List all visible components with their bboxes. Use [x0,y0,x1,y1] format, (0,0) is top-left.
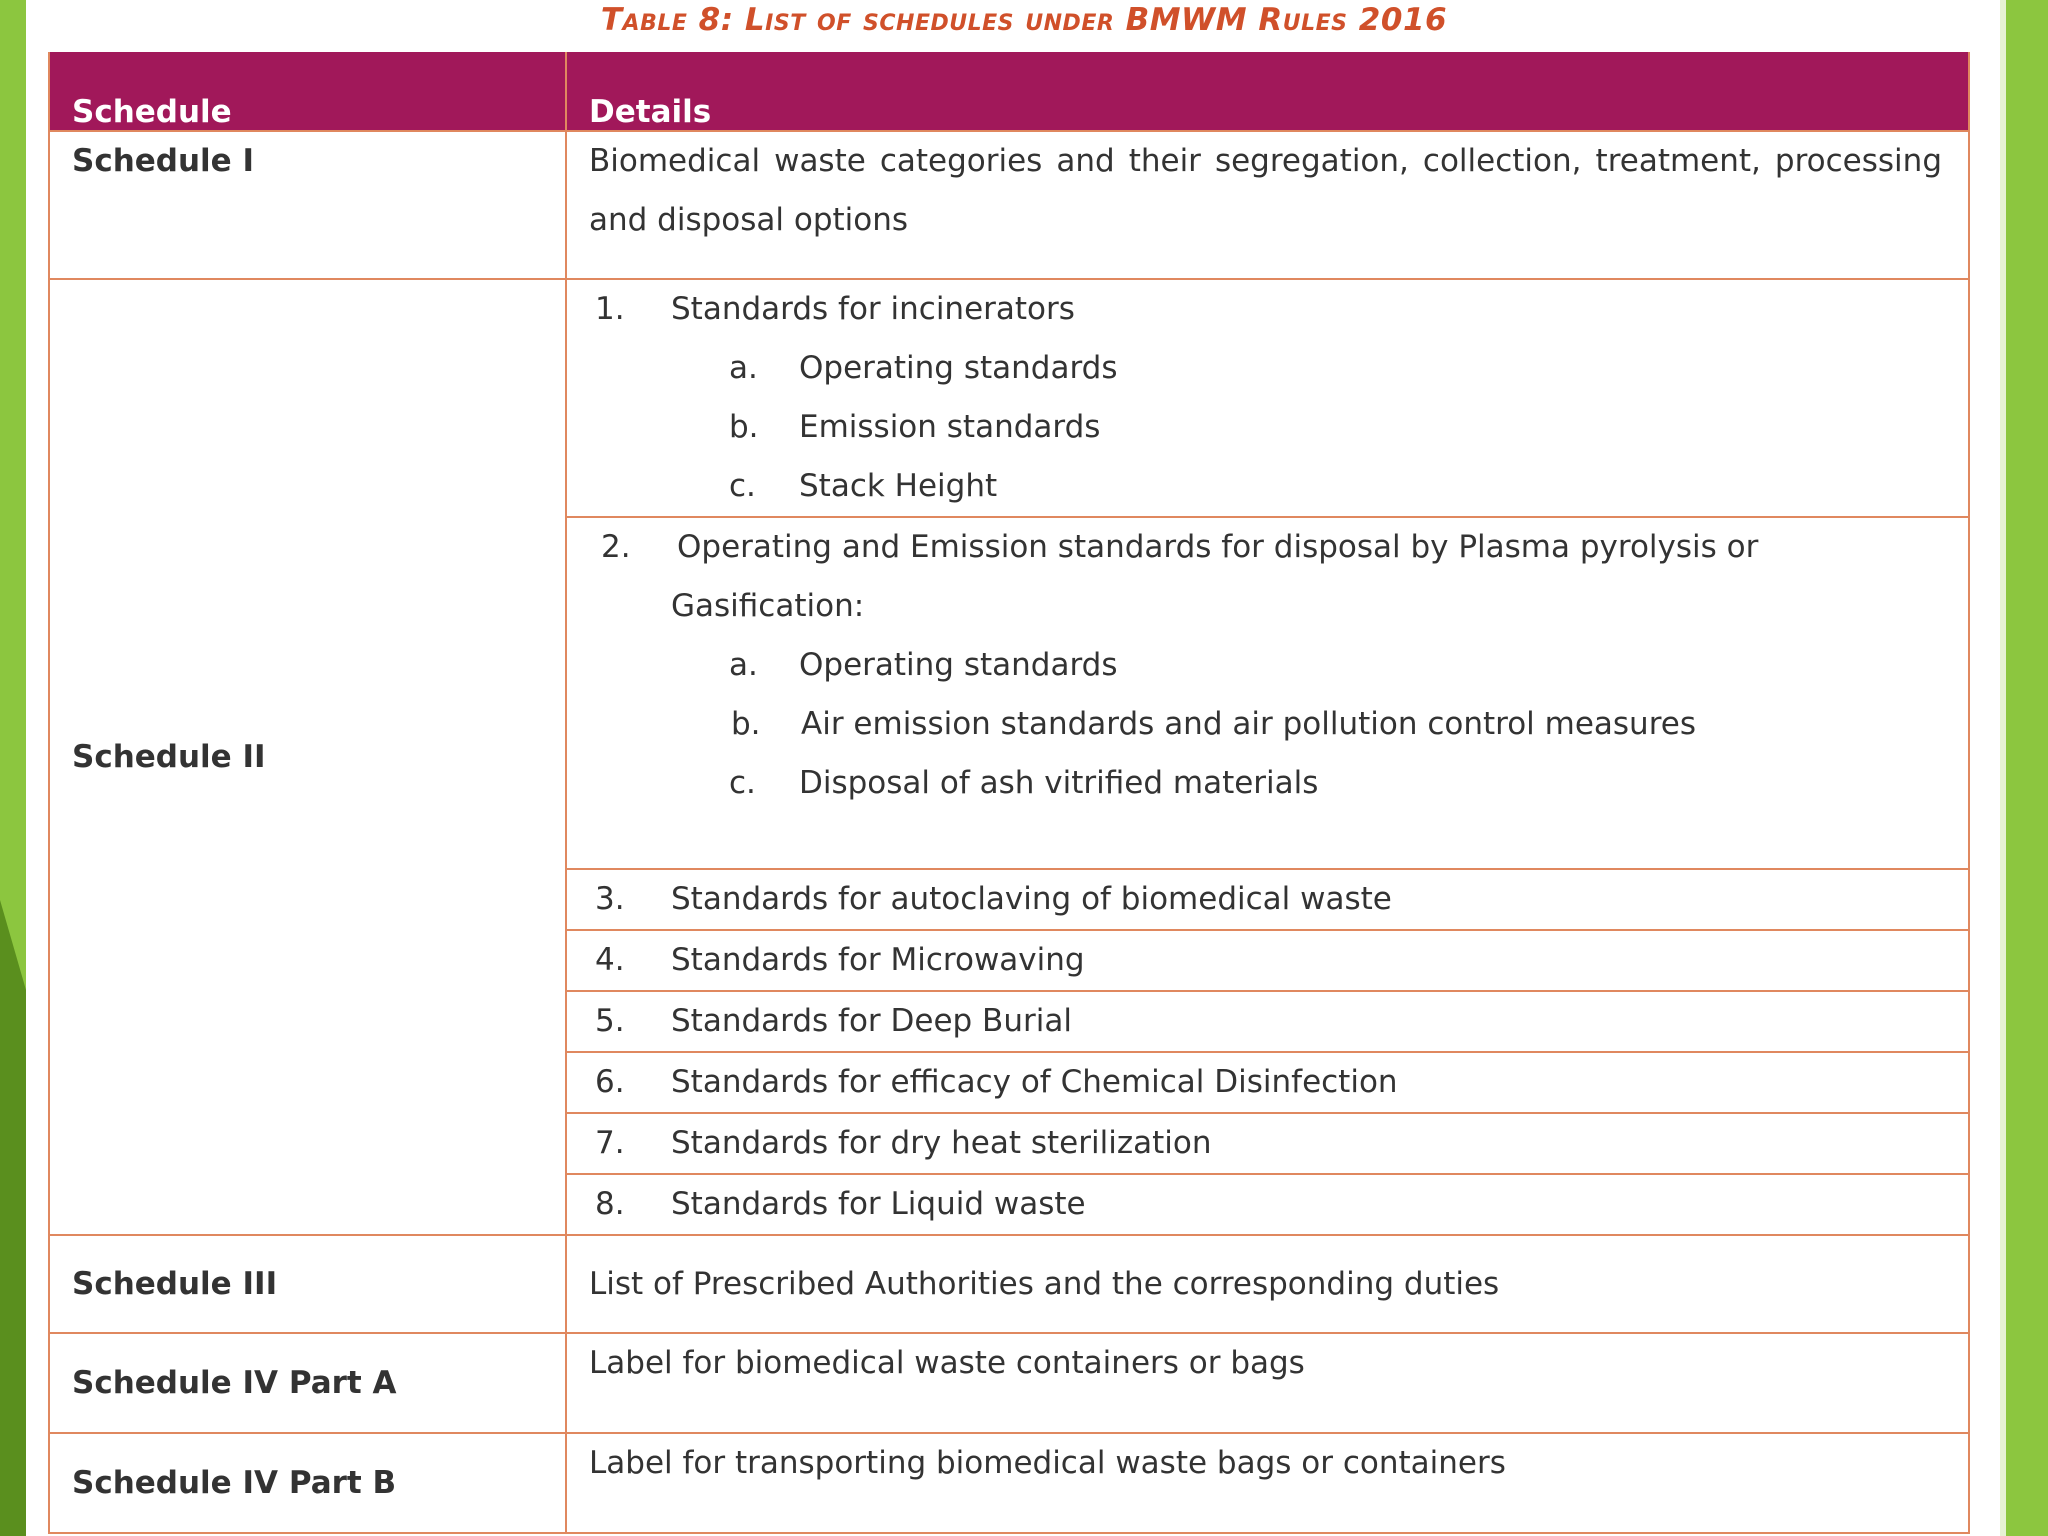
sub-item [589,636,1942,695]
schedule-details [566,279,1969,517]
schedule-name [49,1433,566,1533]
sub-item-letter: b. [729,409,759,445]
schedule-name [49,279,566,1235]
table-row [49,131,1969,279]
item-number: 6. [595,1064,625,1100]
sub-item-text: Operating standards [799,647,1118,683]
schedule-details [566,1235,1969,1333]
schedule-name-text: Schedule III [72,1265,278,1302]
sub-item-letter: c. [729,765,756,801]
sub-item-letter: a. [729,647,758,683]
item-number: 8. [595,1186,625,1222]
schedule-name-text: Schedule II [72,738,266,775]
list-item [589,518,1942,636]
schedule-details [566,517,1969,869]
sub-item [589,398,1942,457]
sub-item-text: Air emission standards and air pollution control measures [801,706,1696,742]
sub-item-letter: b. [731,706,761,742]
item-number: 3. [595,881,625,917]
schedule-details [566,991,1969,1052]
item-number: 1. [595,291,625,327]
header-details: Details [566,52,1969,131]
table-row [49,279,1969,517]
item-text: Standards for autoclaving of biomedical waste [671,881,1392,917]
sub-item-text: Stack Height [799,468,998,504]
schedule-details: Label for biomedical waste containers or bags [566,1333,1969,1433]
sub-item [589,695,1942,754]
item-number: 2. [601,529,631,565]
item-text: Standards for efficacy of Chemical Disinfection [671,1064,1398,1100]
table-caption: Table 8: List of schedules under BMWM Rules 2016 [600,2,1448,38]
schedule-name-text: Schedule IV Part A [72,1364,397,1401]
table-row [49,1235,1969,1333]
sub-item [589,339,1942,398]
table-row [49,1333,1969,1433]
schedule-details-text: List of Prescribed Authorities and the corresponding duties [589,1265,1500,1302]
slide-right-accent [2006,0,2048,1536]
schedule-details: Label for transporting biomedical waste bags or containers [566,1433,1969,1533]
item-text: Standards for Microwaving [671,942,1085,978]
schedule-details [566,869,1969,930]
sub-item [589,457,1942,516]
item-text: Standards for Deep Burial [671,1003,1072,1039]
table-row [49,1433,1969,1533]
item-text: Standards for dry heat sterilization [671,1125,1212,1161]
schedules-table [48,52,1970,1534]
schedule-details [566,1174,1969,1235]
header-schedule: Schedule [49,52,566,131]
item-number: 4. [595,942,625,978]
schedule-name-text: Schedule IV Part B [72,1464,397,1501]
item-text: Standards for Liquid waste [671,1186,1086,1222]
sub-item-text: Emission standards [799,409,1101,445]
table-header-row [49,52,1969,131]
schedule-name [49,1235,566,1333]
schedule-details [566,1052,1969,1113]
item-number: 5. [595,1003,625,1039]
sub-item-text: Disposal of ash vitrified materials [799,765,1319,801]
item-text: Standards for incinerators [671,291,1075,327]
sub-item-letter: c. [729,468,756,504]
list-item [589,280,1942,339]
schedule-details [566,930,1969,991]
item-number: 7. [595,1125,625,1161]
item-text: Operating and Emission standards for disposal by Plasma pyrolysis or Gasification: [671,529,1759,624]
schedule-name: Schedule I [49,131,566,279]
sub-item-letter: a. [729,350,758,386]
sub-item [589,754,1942,813]
schedule-details: Biomedical waste categories and their segregation, collection, treatment, processing and disposal options [566,131,1969,279]
schedule-details [566,1113,1969,1174]
schedule-name [49,1333,566,1433]
sub-item-text: Operating standards [799,350,1118,386]
